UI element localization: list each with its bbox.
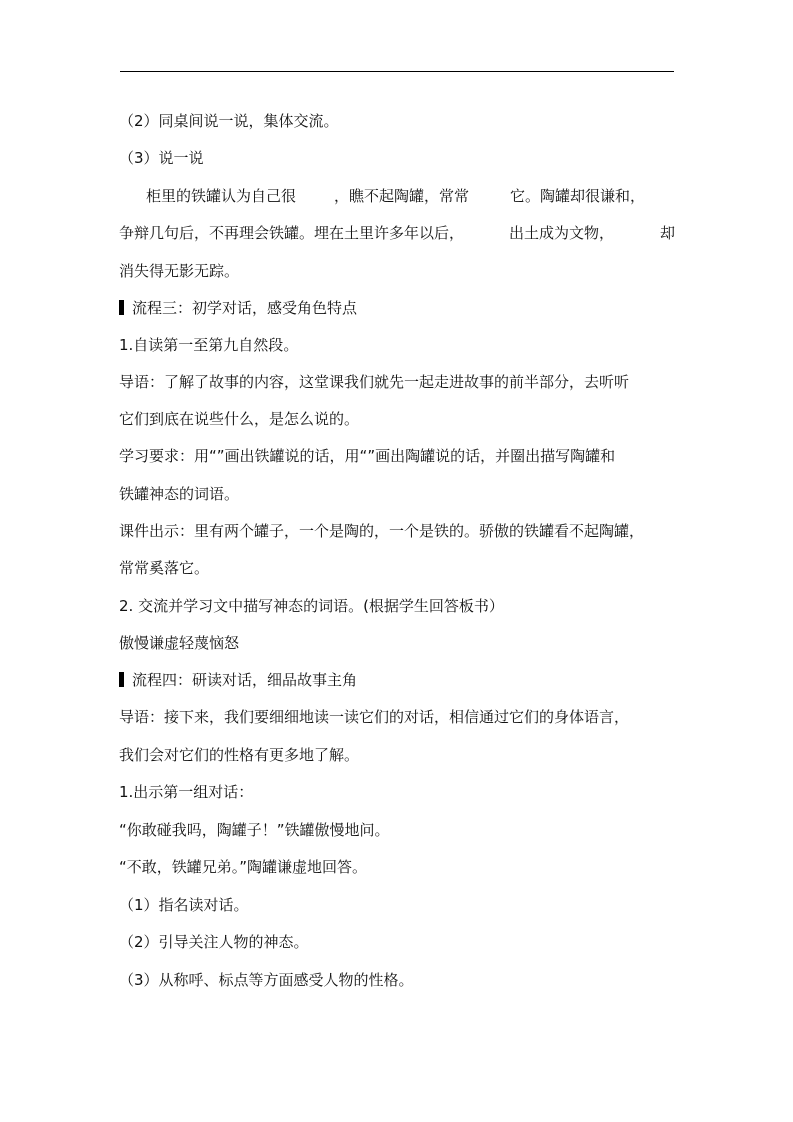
text-line: 它们到底在说些什么，是怎么说的。 xyxy=(119,410,360,428)
text-line: 常常奚落它。 xyxy=(119,559,210,577)
fill-blank-line xyxy=(146,186,672,206)
text-line: （2）同桌间说一说，集体交流。 xyxy=(119,112,339,130)
text-line: 导语：了解了故事的内容，这堂课我们就先一起走进故事的前半部分，去听听 xyxy=(119,373,630,391)
heading-marker xyxy=(119,300,124,315)
text-line: （2）引导关注人物的神态。 xyxy=(119,933,309,951)
text-segment: 它。陶罐却很谦和， xyxy=(510,187,646,205)
text-segment: 争辩几句后，不再理会铁罐。埋在土里许多年以后， xyxy=(119,224,465,242)
text-segment: 却 xyxy=(660,224,676,242)
text-line: 消失得无影无踪。 xyxy=(119,262,240,280)
text-line: “不敢，铁罐兄弟。”陶罐谦虚地回答。 xyxy=(119,858,368,876)
text-line: 傲慢谦虚轻蔑恼怒 xyxy=(119,634,240,652)
text-line: 我们会对它们的性格有更多地了解。 xyxy=(119,746,360,764)
text-line: 导语：接下来，我们要细细地读一读它们的对话，相信通过它们的身体语言， xyxy=(119,708,630,726)
header-rule xyxy=(120,71,674,72)
text-line: （3）从称呼、标点等方面感受人物的性格。 xyxy=(119,971,414,989)
heading-text: 流程三：初学对话，感受角色特点 xyxy=(132,299,358,317)
fill-blank-line xyxy=(119,223,675,243)
text-line: 铁罐神态的词语。 xyxy=(119,485,240,503)
section-heading xyxy=(119,298,679,318)
text-line: （3）说一说 xyxy=(119,149,204,167)
text-segment: 出土成为文物， xyxy=(509,224,615,242)
text-line: 课件出示：里有两个罐子，一个是陶的，一个是铁的。骄傲的铁罐看不起陶罐， xyxy=(119,522,645,540)
heading-text: 流程四：研读对话，细品故事主角 xyxy=(132,671,358,689)
text-line: 1.自读第一至第九自然段。 xyxy=(119,336,299,354)
heading-marker xyxy=(119,672,124,687)
text-line: 1.出示第一组对话： xyxy=(119,783,254,801)
text-line: 2. 交流并学习文中描写神态的词语。(根据学生回答板书） xyxy=(119,597,504,615)
section-heading xyxy=(119,670,679,690)
text-line: 学习要求：用“”画出铁罐说的话，用“”画出陶罐说的话，并圈出描写陶罐和 xyxy=(119,447,616,465)
text-segment: 柜里的铁罐认为自己很 xyxy=(146,187,297,205)
text-line: （1）指名读对话。 xyxy=(119,896,249,914)
text-line: “你敢碰我吗，陶罐子！”铁罐傲慢地问。 xyxy=(119,821,390,839)
text-segment: ，瞧不起陶罐，常常 xyxy=(334,187,470,205)
